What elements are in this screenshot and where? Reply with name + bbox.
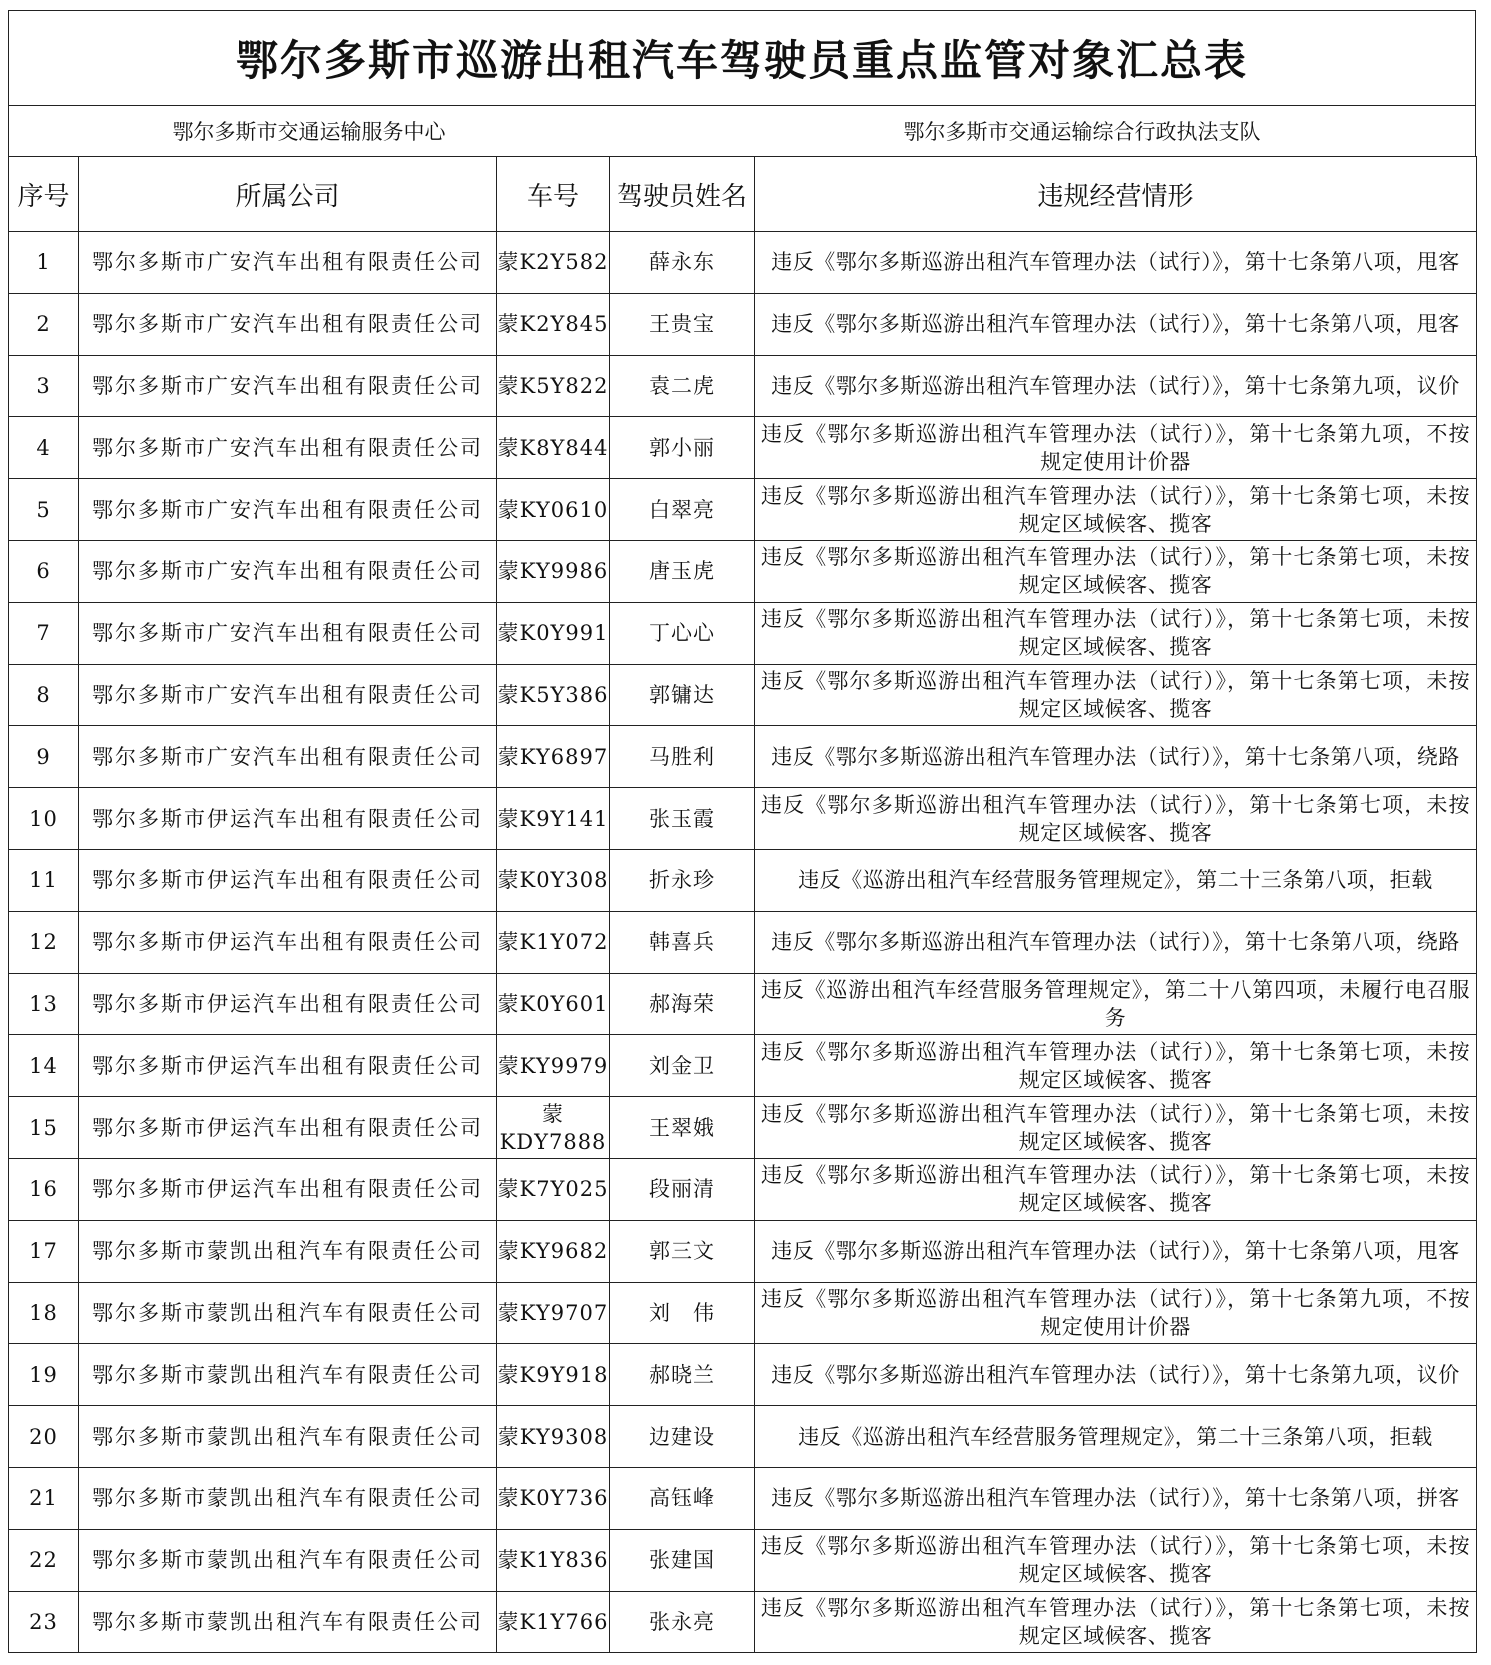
header-no[interactable]: 序号 <box>9 157 79 232</box>
cell-no[interactable]: 19 <box>9 1344 79 1406</box>
cell-violation[interactable]: 违反《巡游出租汽车经营服务管理规定》，第二十八第四项，未履行电召服务 <box>755 973 1477 1035</box>
cell-violation[interactable]: 违反《鄂尔多斯巡游出租汽车管理办法（试行）》，第十七条第八项，拼客 <box>755 1467 1477 1529</box>
table-row <box>9 1467 1477 1529</box>
table-row <box>9 602 1477 664</box>
cell-plate[interactable]: 蒙K1Y072 <box>497 911 610 973</box>
cell-company[interactable]: 鄂尔多斯市广安汽车出租有限责任公司 <box>79 417 497 479</box>
cell-driver[interactable]: 郭小丽 <box>610 417 755 479</box>
cell-violation[interactable]: 违反《鄂尔多斯巡游出租汽车管理办法（试行）》，第十七条第七项，未按规定区域候客、揽客 <box>755 1591 1477 1653</box>
spreadsheet <box>8 10 1476 1653</box>
cell-company[interactable]: 鄂尔多斯市蒙凯出租汽车有限责任公司 <box>79 1406 497 1468</box>
cell-violation[interactable]: 违反《鄂尔多斯巡游出租汽车管理办法（试行）》，第十七条第七项，未按规定区域候客、揽客 <box>755 1097 1477 1159</box>
cell-violation[interactable]: 违反《鄂尔多斯巡游出租汽车管理办法（试行）》，第十七条第七项，未按规定区域候客、揽客 <box>755 479 1477 541</box>
cell-plate[interactable]: 蒙K0Y601 <box>497 973 610 1035</box>
cell-violation[interactable]: 违反《鄂尔多斯巡游出租汽车管理办法（试行）》，第十七条第七项，未按规定区域候客、揽客 <box>755 788 1477 850</box>
cell-driver[interactable]: 段丽清 <box>610 1158 755 1220</box>
cell-plate[interactable]: 蒙KY9707 <box>497 1282 610 1344</box>
cell-company[interactable]: 鄂尔多斯市伊运汽车出租有限责任公司 <box>79 973 497 1035</box>
cell-violation[interactable]: 违反《鄂尔多斯巡游出租汽车管理办法（试行）》，第十七条第八项，甩客 <box>755 232 1477 294</box>
cell-company[interactable]: 鄂尔多斯市伊运汽车出租有限责任公司 <box>79 1097 497 1159</box>
table-body <box>9 232 1477 1653</box>
table-row <box>9 1035 1477 1097</box>
table-row <box>9 293 1477 355</box>
title-cell[interactable] <box>8 10 1476 106</box>
cell-plate[interactable]: 蒙KY9682 <box>497 1220 610 1282</box>
cell-plate[interactable]: 蒙K7Y025 <box>497 1158 610 1220</box>
table-row <box>9 788 1477 850</box>
cell-driver[interactable]: 白翠亮 <box>610 479 755 541</box>
cell-plate[interactable]: 蒙K1Y766 <box>497 1591 610 1653</box>
table-row <box>9 849 1477 911</box>
cell-plate[interactable]: 蒙K0Y991 <box>497 602 610 664</box>
table-row <box>9 911 1477 973</box>
cell-no[interactable]: 6 <box>9 540 79 602</box>
table-row <box>9 973 1477 1035</box>
cell-company[interactable]: 鄂尔多斯市广安汽车出租有限责任公司 <box>79 355 497 417</box>
cell-plate[interactable]: 蒙KY9986 <box>497 540 610 602</box>
cell-no[interactable]: 9 <box>9 726 79 788</box>
cell-driver[interactable]: 韩喜兵 <box>610 911 755 973</box>
cell-no[interactable]: 1 <box>9 232 79 294</box>
cell-plate[interactable]: 蒙KY6897 <box>497 726 610 788</box>
cell-driver[interactable]: 郝晓兰 <box>610 1344 755 1406</box>
cell-plate[interactable]: 蒙K2Y845 <box>497 293 610 355</box>
cell-plate[interactable]: 蒙K9Y918 <box>497 1344 610 1406</box>
cell-company[interactable]: 鄂尔多斯市伊运汽车出租有限责任公司 <box>79 911 497 973</box>
org-right[interactable]: 鄂尔多斯市交通运输综合行政执法支队 <box>903 120 1261 144</box>
cell-company[interactable]: 鄂尔多斯市伊运汽车出租有限责任公司 <box>79 1035 497 1097</box>
cell-driver[interactable]: 郭镛达 <box>610 664 755 726</box>
cell-no[interactable]: 4 <box>9 417 79 479</box>
cell-company[interactable]: 鄂尔多斯市蒙凯出租汽车有限责任公司 <box>79 1220 497 1282</box>
cell-driver[interactable]: 边建设 <box>610 1406 755 1468</box>
cell-company[interactable]: 鄂尔多斯市蒙凯出租汽车有限责任公司 <box>79 1467 497 1529</box>
org-left[interactable]: 鄂尔多斯市交通运输服务中心 <box>172 120 446 144</box>
cell-no[interactable]: 2 <box>9 293 79 355</box>
cell-no[interactable]: 23 <box>9 1591 79 1653</box>
cell-company[interactable]: 鄂尔多斯市伊运汽车出租有限责任公司 <box>79 788 497 850</box>
cell-no[interactable]: 10 <box>9 788 79 850</box>
supervision-table <box>8 156 1477 1653</box>
table-row <box>9 1282 1477 1344</box>
cell-company[interactable]: 鄂尔多斯市蒙凯出租汽车有限责任公司 <box>79 1344 497 1406</box>
cell-violation[interactable]: 违反《鄂尔多斯巡游出租汽车管理办法（试行）》，第十七条第七项，未按规定区域候客、揽客 <box>755 664 1477 726</box>
cell-driver[interactable]: 袁二虎 <box>610 355 755 417</box>
cell-driver[interactable]: 郭三文 <box>610 1220 755 1282</box>
cell-no[interactable]: 16 <box>9 1158 79 1220</box>
cell-no[interactable]: 12 <box>9 911 79 973</box>
table-row <box>9 540 1477 602</box>
cell-no[interactable]: 17 <box>9 1220 79 1282</box>
table-row <box>9 417 1477 479</box>
cell-no[interactable]: 14 <box>9 1035 79 1097</box>
cell-driver[interactable]: 刘金卫 <box>610 1035 755 1097</box>
header-violation[interactable]: 违规经营情形 <box>755 157 1477 232</box>
cell-violation[interactable]: 违反《鄂尔多斯巡游出租汽车管理办法（试行）》，第十七条第七项，未按规定区域候客、揽客 <box>755 1158 1477 1220</box>
cell-company[interactable]: 鄂尔多斯市伊运汽车出租有限责任公司 <box>79 849 497 911</box>
cell-violation[interactable]: 违反《鄂尔多斯巡游出租汽车管理办法（试行）》，第十七条第七项，未按规定区域候客、揽客 <box>755 1529 1477 1591</box>
cell-violation[interactable]: 违反《鄂尔多斯巡游出租汽车管理办法（试行）》，第十七条第八项，甩客 <box>755 293 1477 355</box>
cell-driver[interactable]: 王贵宝 <box>610 293 755 355</box>
cell-company[interactable]: 鄂尔多斯市蒙凯出租汽车有限责任公司 <box>79 1282 497 1344</box>
header-company[interactable]: 所属公司 <box>79 157 497 232</box>
cell-driver[interactable]: 唐玉虎 <box>610 540 755 602</box>
cell-driver[interactable]: 薛永东 <box>610 232 755 294</box>
cell-violation[interactable]: 违反《鄂尔多斯巡游出租汽车管理办法（试行）》，第十七条第七项，未按规定区域候客、揽客 <box>755 602 1477 664</box>
cell-violation[interactable]: 违反《鄂尔多斯巡游出租汽车管理办法（试行）》，第十七条第九项，议价 <box>755 1344 1477 1406</box>
cell-violation[interactable]: 违反《鄂尔多斯巡游出租汽车管理办法（试行）》，第十七条第九项，议价 <box>755 355 1477 417</box>
table-row <box>9 726 1477 788</box>
cell-company[interactable]: 鄂尔多斯市蒙凯出租汽车有限责任公司 <box>79 1529 497 1591</box>
cell-driver[interactable]: 折永珍 <box>610 849 755 911</box>
cell-no[interactable]: 21 <box>9 1467 79 1529</box>
organization-row <box>8 106 1476 156</box>
cell-no[interactable]: 18 <box>9 1282 79 1344</box>
table-row <box>9 1344 1477 1406</box>
cell-company[interactable]: 鄂尔多斯市伊运汽车出租有限责任公司 <box>79 1158 497 1220</box>
cell-no[interactable]: 11 <box>9 849 79 911</box>
cell-company[interactable]: 鄂尔多斯市广安汽车出租有限责任公司 <box>79 293 497 355</box>
cell-no[interactable]: 8 <box>9 664 79 726</box>
cell-driver[interactable]: 张永亮 <box>610 1591 755 1653</box>
cell-plate[interactable]: 蒙KY0610 <box>497 479 610 541</box>
table-row <box>9 479 1477 541</box>
table-row <box>9 1220 1477 1282</box>
cell-driver[interactable]: 高钰峰 <box>610 1467 755 1529</box>
cell-no[interactable]: 13 <box>9 973 79 1035</box>
table-row <box>9 355 1477 417</box>
header-plate[interactable]: 车号 <box>497 157 610 232</box>
table-row <box>9 1591 1477 1653</box>
cell-violation[interactable]: 违反《鄂尔多斯巡游出租汽车管理办法（试行）》，第十七条第七项，未按规定区域候客、揽客 <box>755 1035 1477 1097</box>
cell-company[interactable]: 鄂尔多斯市广安汽车出租有限责任公司 <box>79 664 497 726</box>
table-row <box>9 232 1477 294</box>
cell-plate[interactable]: 蒙KY9308 <box>497 1406 610 1468</box>
cell-plate[interactable]: 蒙K5Y822 <box>497 355 610 417</box>
cell-violation[interactable]: 违反《鄂尔多斯巡游出租汽车管理办法（试行）》，第十七条第七项，未按规定区域候客、揽客 <box>755 540 1477 602</box>
cell-driver[interactable]: 张建国 <box>610 1529 755 1591</box>
cell-plate[interactable]: 蒙KDY7888 <box>497 1097 610 1159</box>
cell-driver[interactable]: 马胜利 <box>610 726 755 788</box>
cell-company[interactable]: 鄂尔多斯市广安汽车出租有限责任公司 <box>79 540 497 602</box>
table-row <box>9 1097 1477 1159</box>
cell-violation[interactable]: 违反《巡游出租汽车经营服务管理规定》，第二十三条第八项，拒载 <box>755 1406 1477 1468</box>
cell-no[interactable]: 20 <box>9 1406 79 1468</box>
table-row <box>9 664 1477 726</box>
cell-driver[interactable]: 郝海荣 <box>610 973 755 1035</box>
cell-driver[interactable]: 王翠娥 <box>610 1097 755 1159</box>
cell-plate[interactable]: 蒙K9Y141 <box>497 788 610 850</box>
table-row <box>9 1406 1477 1468</box>
table-row <box>9 1158 1477 1220</box>
header-driver[interactable]: 驾驶员姓名 <box>610 157 755 232</box>
cell-driver[interactable]: 刘 伟 <box>610 1282 755 1344</box>
cell-violation[interactable]: 违反《巡游出租汽车经营服务管理规定》，第二十三条第八项，拒载 <box>755 849 1477 911</box>
cell-company[interactable]: 鄂尔多斯市广安汽车出租有限责任公司 <box>79 726 497 788</box>
cell-plate[interactable]: 蒙K0Y308 <box>497 849 610 911</box>
table-row <box>9 1529 1477 1591</box>
cell-violation[interactable]: 违反《鄂尔多斯巡游出租汽车管理办法（试行）》，第十七条第九项，不按规定使用计价器 <box>755 417 1477 479</box>
cell-violation[interactable]: 违反《鄂尔多斯巡游出租汽车管理办法（试行）》，第十七条第八项，甩客 <box>755 1220 1477 1282</box>
cell-plate[interactable]: 蒙K2Y582 <box>497 232 610 294</box>
cell-no[interactable]: 7 <box>9 602 79 664</box>
cell-violation[interactable]: 违反《鄂尔多斯巡游出租汽车管理办法（试行）》，第十七条第八项，绕路 <box>755 911 1477 973</box>
cell-plate[interactable]: 蒙K0Y736 <box>497 1467 610 1529</box>
cell-company[interactable]: 鄂尔多斯市广安汽车出租有限责任公司 <box>79 479 497 541</box>
cell-no[interactable]: 15 <box>9 1097 79 1159</box>
cell-violation[interactable]: 违反《鄂尔多斯巡游出租汽车管理办法（试行）》，第十七条第八项，绕路 <box>755 726 1477 788</box>
cell-plate[interactable]: 蒙K8Y844 <box>497 417 610 479</box>
cell-violation[interactable]: 违反《鄂尔多斯巡游出租汽车管理办法（试行）》，第十七条第九项，不按规定使用计价器 <box>755 1282 1477 1344</box>
cell-driver[interactable]: 丁心心 <box>610 602 755 664</box>
page-title: 鄂尔多斯市巡游出租汽车驾驶员重点监管对象汇总表 <box>235 36 1248 85</box>
cell-company[interactable]: 鄂尔多斯市蒙凯出租汽车有限责任公司 <box>79 1591 497 1653</box>
header-row <box>9 157 1477 232</box>
cell-no[interactable]: 22 <box>9 1529 79 1591</box>
cell-plate[interactable]: 蒙K1Y836 <box>497 1529 610 1591</box>
cell-company[interactable]: 鄂尔多斯市广安汽车出租有限责任公司 <box>79 232 497 294</box>
cell-driver[interactable]: 张玉霞 <box>610 788 755 850</box>
cell-plate[interactable]: 蒙K5Y386 <box>497 664 610 726</box>
cell-plate[interactable]: 蒙KY9979 <box>497 1035 610 1097</box>
cell-no[interactable]: 3 <box>9 355 79 417</box>
cell-company[interactable]: 鄂尔多斯市广安汽车出租有限责任公司 <box>79 602 497 664</box>
cell-no[interactable]: 5 <box>9 479 79 541</box>
